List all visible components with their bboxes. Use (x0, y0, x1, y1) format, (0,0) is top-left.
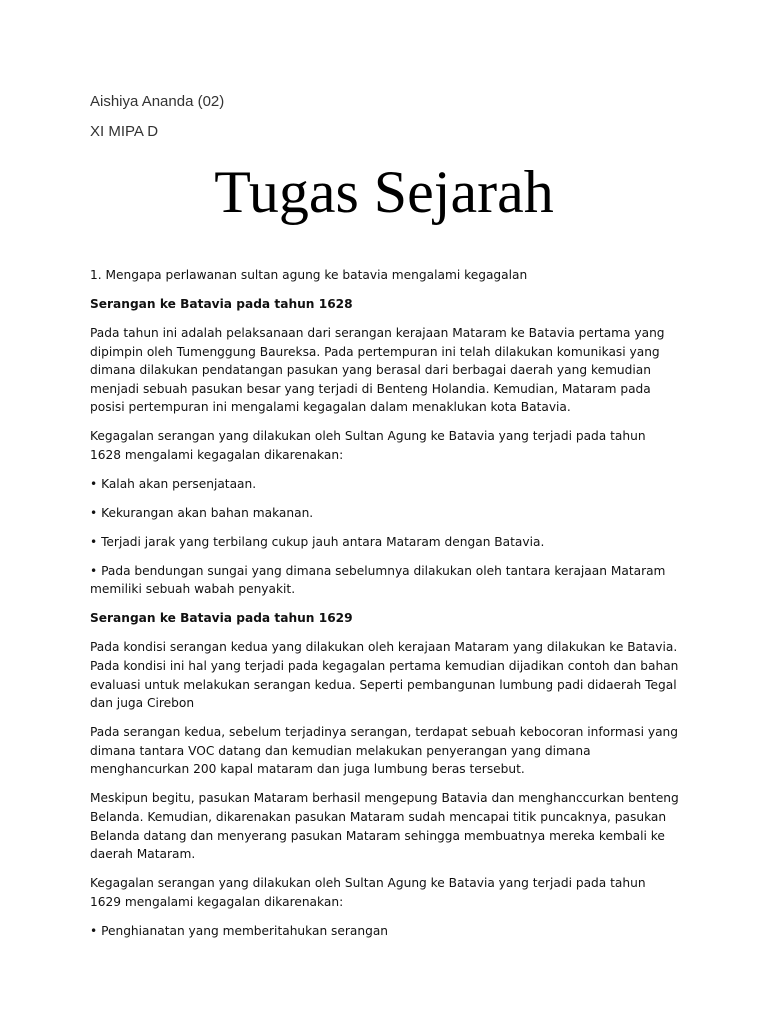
bullet-item: • Penghianatan yang memberitahukan serangan (90, 923, 389, 938)
paragraph: Kegagalan serangan yang dilakukan oleh Sultan Agung ke Batavia yang terjadi pada tahun 1629 mengalami kegagalan dikarenakan: (90, 876, 646, 909)
paragraph: Pada serangan kedua, sebelum terjadinya serangan, terdapat sebuah kebocoran informasi yang dimana tantara VOC datang dan kemudian melakukan penyerangan yang dimana menghancurkan 200 kapal mataram dan juga lumbung beras tersebut. (90, 725, 679, 777)
section-heading-1628: Serangan ke Batavia pada tahun 1628 (90, 296, 353, 311)
author-name: Aishiya Ananda (02) (90, 93, 225, 110)
class-label: XI MIPA D (90, 123, 159, 140)
paragraph: Pada tahun ini adalah pelaksanaan dari serangan kerajaan Mataram ke Batavia pertama yang dipimpin oleh Tumenggung Baureksa. Pada pertempuran ini telah dilakukan komunikasi yang dimana dilakukan pendatangan pasukan yang berasal dari berbagai daerah yang kemudian menjadi sebuah pasukan besar yang terjadi di Benteng Holandia. Kemudian, Mataram pada posisi pertempuran ini mengalami kegagalan dalam menaklukan kota Batavia. (90, 325, 665, 415)
bullet-item: • Kalah akan persenjataan. (90, 476, 257, 491)
bullet-item: • Kekurangan akan bahan makanan. (90, 505, 314, 520)
paragraph: Kegagalan serangan yang dilakukan oleh Sultan Agung ke Batavia yang terjadi pada tahun 1628 mengalami kegagalan dikarenakan: (90, 429, 646, 462)
section-heading-1629: Serangan ke Batavia pada tahun 1629 (90, 611, 353, 626)
document-body (90, 266, 680, 951)
paragraph: Pada kondisi serangan kedua yang dilakukan oleh kerajaan Mataram yang dilakukan ke Batavia. Pada kondisi ini hal yang terjadi pada kegagalan pertama kemudian dijadikan contoh dan bahan evaluasi untuk melakukan serangan kedua. Seperti pembangunan lumbung padi didaerah Tegal dan juga Cirebon (90, 640, 679, 711)
question-text: 1. Mengapa perlawanan sultan agung ke batavia mengalami kegagalan (90, 268, 528, 282)
document-title: Tugas Sejarah (214, 159, 554, 225)
bullet-item: • Terjadi jarak yang terbilang cukup jauh antara Mataram dengan Batavia. (90, 534, 545, 549)
bullet-item: • Pada bendungan sungai yang dimana sebelumnya dilakukan oleh tantara kerajaan Mataram memiliki sebuah wabah penyakit. (90, 563, 666, 597)
paragraph: Meskipun begitu, pasukan Mataram berhasil mengepung Batavia dan menghanccurkan benteng Belanda. Kemudian, dikarenakan pasukan Mataram sudah mencapai titik puncaknya, pasukan Belanda datang dan menyerang pasukan Mataram sehingga membuatnya mereka kembali ke daerah Mataram. (90, 791, 679, 862)
